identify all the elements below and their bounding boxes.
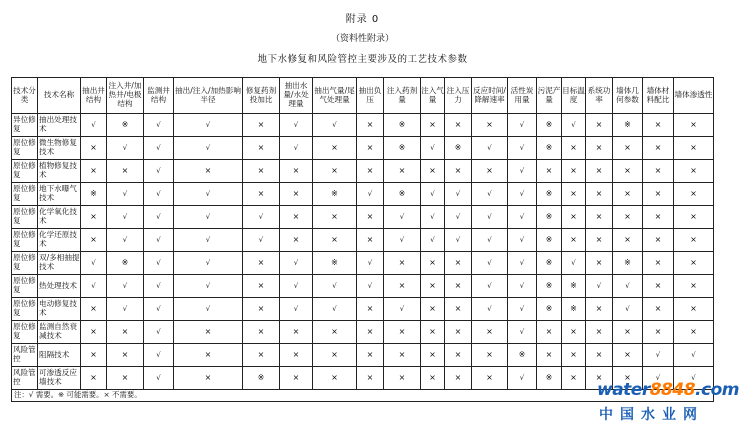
parameter-cell: × (107, 160, 144, 183)
appendix-title: 附录 0 (345, 14, 380, 25)
parameter-cell: × (357, 206, 384, 229)
parameter-cell: √ (107, 275, 144, 298)
tech-category-cell: 原位修复 (12, 137, 38, 160)
tech-name-cell: 抽出处理技术 (38, 114, 81, 137)
column-header: 反应时间/降解速率 (472, 78, 508, 114)
parameter-cell: √ (508, 206, 537, 229)
parameter-cell: × (243, 114, 280, 137)
parameter-cell: √ (174, 114, 243, 137)
parameter-cell: × (81, 344, 107, 367)
parameter-cell: √ (280, 114, 313, 137)
table-row (12, 252, 714, 275)
tech-category-cell: 原位修复 (12, 206, 38, 229)
parameter-cell: × (81, 229, 107, 252)
parameter-cell: ※ (384, 137, 421, 160)
column-header: 抽出负压 (357, 78, 384, 114)
parameter-cell: √ (357, 252, 384, 275)
column-header: 墙体渗透性 (674, 78, 714, 114)
parameter-cell: √ (472, 183, 508, 206)
parameter-cell: × (562, 344, 586, 367)
parameter-cell: × (445, 252, 472, 275)
parameter-cell: √ (144, 183, 174, 206)
parameter-cell: × (107, 367, 144, 390)
parameter-cell: × (107, 321, 144, 344)
column-header: 抽出气量/尾气处理量 (313, 78, 357, 114)
tech-name-cell: 热处理技术 (38, 275, 81, 298)
parameter-cell: ※ (537, 137, 562, 160)
table-row (12, 206, 714, 229)
parameter-cell: × (613, 344, 643, 367)
parameter-cell: √ (421, 206, 445, 229)
parameter-cell: × (384, 321, 421, 344)
parameter-cell: √ (144, 298, 174, 321)
tech-name-cell: 微生物修复技术 (38, 137, 81, 160)
table-row (12, 114, 714, 137)
parameter-cell: × (421, 367, 445, 390)
parameter-cell: × (472, 114, 508, 137)
parameter-cell: ※ (537, 275, 562, 298)
parameter-cell: √ (144, 137, 174, 160)
parameter-cell: × (586, 137, 613, 160)
parameter-cell: × (243, 252, 280, 275)
parameter-cell: × (421, 344, 445, 367)
parameter-cell: × (421, 114, 445, 137)
parameter-cell: × (81, 367, 107, 390)
column-header: 抽出/注入/加热影响半径 (174, 78, 243, 114)
parameter-cell: √ (445, 229, 472, 252)
appendix-subtitle: （资料性附录） (330, 34, 394, 44)
parameter-cell: √ (445, 206, 472, 229)
parameter-cell: × (107, 344, 144, 367)
parameter-cell: × (537, 160, 562, 183)
parameter-cell: √ (586, 275, 613, 298)
parameter-cell: √ (144, 160, 174, 183)
column-header: 技术分类 (12, 78, 38, 114)
parameter-cell: × (280, 367, 313, 390)
watermark-logo (597, 380, 739, 430)
tech-category-cell: 原位修复 (12, 229, 38, 252)
parameter-cell: × (421, 252, 445, 275)
parameter-cell: × (586, 229, 613, 252)
parameter-cell: √ (174, 183, 243, 206)
parameter-cell: × (81, 137, 107, 160)
table-title: 地下水修复和风险管控主要涉及的工艺技术参数 (257, 54, 468, 65)
parameter-cell: √ (508, 160, 537, 183)
tech-category-cell: 原位修复 (12, 321, 38, 344)
parameter-cell: √ (508, 183, 537, 206)
parameter-cell: × (613, 137, 643, 160)
parameter-cell: × (421, 298, 445, 321)
tech-category-cell: 原位修复 (12, 275, 38, 298)
parameter-cell: √ (174, 252, 243, 275)
parameter-cell: √ (144, 252, 174, 275)
parameter-cell: × (280, 321, 313, 344)
parameter-cell: √ (313, 114, 357, 137)
parameter-cell: × (586, 114, 613, 137)
parameter-cell: × (280, 229, 313, 252)
parameter-cell: √ (421, 137, 445, 160)
table-row (12, 298, 714, 321)
parameter-cell: × (421, 275, 445, 298)
parameter-cell: √ (174, 298, 243, 321)
parameter-cell: × (643, 229, 674, 252)
parameter-cell: √ (508, 229, 537, 252)
parameter-cell: √ (421, 229, 445, 252)
parameter-cell: × (613, 183, 643, 206)
parameter-cell: √ (472, 298, 508, 321)
parameter-cell: √ (243, 206, 280, 229)
parameter-cell: × (313, 160, 357, 183)
parameter-cell: × (562, 229, 586, 252)
parameter-cell: × (357, 367, 384, 390)
tech-name-cell: 监测自然衰减技术 (38, 321, 81, 344)
parameter-cell: × (81, 321, 107, 344)
tech-name-cell: 地下水曝气技术 (38, 183, 81, 206)
parameter-cell: √ (643, 367, 674, 390)
parameter-cell: × (586, 367, 613, 390)
parameter-cell: × (445, 344, 472, 367)
column-header: 污泥产量 (537, 78, 562, 114)
parameter-cell: × (613, 160, 643, 183)
tech-category-cell: 原位修复 (12, 183, 38, 206)
parameter-cell: × (357, 344, 384, 367)
parameter-cell: × (643, 183, 674, 206)
parameter-cell: × (643, 275, 674, 298)
parameter-cell: × (537, 321, 562, 344)
parameter-cell: × (586, 160, 613, 183)
parameter-cell: √ (144, 321, 174, 344)
table-note: 注：√ 需要。※ 可能需要。× 不需要。 (12, 390, 714, 402)
parameter-cell: √ (107, 229, 144, 252)
parameter-cell: × (445, 367, 472, 390)
parameter-cell: × (384, 275, 421, 298)
parameter-cell: √ (472, 275, 508, 298)
parameter-cell: √ (357, 183, 384, 206)
parameter-cell: × (243, 344, 280, 367)
parameter-cell: √ (384, 229, 421, 252)
parameter-cell: × (562, 183, 586, 206)
tech-category-cell: 原位修复 (12, 160, 38, 183)
parameter-cell: × (674, 229, 714, 252)
parameter-cell: × (243, 183, 280, 206)
parameter-cell: × (243, 298, 280, 321)
parameter-cell: ※ (384, 183, 421, 206)
parameter-cell: ※ (562, 298, 586, 321)
parameter-cell: × (562, 321, 586, 344)
parameter-cell: √ (508, 275, 537, 298)
parameter-cell: √ (174, 137, 243, 160)
parameter-cell: √ (508, 298, 537, 321)
parameter-cell: × (674, 321, 714, 344)
column-header: 注入气量 (421, 78, 445, 114)
parameter-cell: × (674, 183, 714, 206)
parameter-cell: × (357, 229, 384, 252)
column-header: 墙体材料配比 (643, 78, 674, 114)
parameter-cell: × (357, 114, 384, 137)
parameter-cell: × (445, 275, 472, 298)
parameter-cell: ※ (537, 252, 562, 275)
parameter-cell: × (472, 160, 508, 183)
column-header: 系统功率 (586, 78, 613, 114)
parameter-cell: √ (144, 229, 174, 252)
parameter-cell: × (313, 321, 357, 344)
tech-name-cell: 可渗透反应墙技术 (38, 367, 81, 390)
parameter-cell: ※ (313, 183, 357, 206)
parameter-cell: √ (613, 275, 643, 298)
parameter-cell: ※ (107, 114, 144, 137)
parameter-cell: × (445, 298, 472, 321)
parameter-cell: × (243, 275, 280, 298)
watermark-text-water: water (597, 380, 650, 400)
tech-name-cell: 植物修复技术 (38, 160, 81, 183)
parameter-cell: √ (508, 321, 537, 344)
parameter-cell: × (421, 321, 445, 344)
parameter-cell: ※ (562, 275, 586, 298)
parameter-cell: × (243, 321, 280, 344)
parameter-cell: √ (144, 344, 174, 367)
parameter-cell: × (357, 137, 384, 160)
parameter-cell: × (674, 114, 714, 137)
parameter-cell: × (280, 183, 313, 206)
parameter-cell: √ (81, 114, 107, 137)
parameter-cell: √ (472, 137, 508, 160)
parameter-cell: ※ (537, 206, 562, 229)
tech-category-cell: 原位修复 (12, 252, 38, 275)
parameter-cell: × (313, 206, 357, 229)
parameter-cell: × (562, 160, 586, 183)
parameter-cell: × (472, 344, 508, 367)
parameter-cell: × (472, 367, 508, 390)
tech-category-cell: 风险管控 (12, 344, 38, 367)
parameter-cell: × (357, 160, 384, 183)
parameter-cell: √ (472, 252, 508, 275)
parameter-cell: × (384, 160, 421, 183)
parameter-cell: √ (243, 229, 280, 252)
column-header: 注入压力 (445, 78, 472, 114)
parameter-cell: √ (313, 298, 357, 321)
parameter-cell: × (674, 206, 714, 229)
parameter-cell: × (674, 298, 714, 321)
parameter-cell: × (384, 367, 421, 390)
parameter-cell: ※ (384, 114, 421, 137)
parameter-cell: × (643, 114, 674, 137)
parameter-cell: √ (144, 206, 174, 229)
parameter-cell: √ (107, 137, 144, 160)
parameter-cell: √ (107, 298, 144, 321)
parameter-cell: × (81, 298, 107, 321)
parameter-cell: √ (174, 229, 243, 252)
parameter-cell: × (674, 275, 714, 298)
tech-category-cell: 原位修复 (12, 298, 38, 321)
parameter-cell: √ (508, 367, 537, 390)
parameter-cell: √ (81, 252, 107, 275)
parameter-cell: ※ (613, 114, 643, 137)
parameter-cell: √ (174, 275, 243, 298)
parameter-cell: × (280, 206, 313, 229)
parameter-cell: × (243, 137, 280, 160)
tech-category-cell: 风险管控 (12, 367, 38, 390)
parameter-cell: × (674, 252, 714, 275)
parameter-cell: × (280, 344, 313, 367)
watermark-text-8848: 8848 (649, 380, 696, 400)
parameter-cell: √ (674, 367, 714, 390)
parameter-cell: × (174, 367, 243, 390)
parameter-cell: × (643, 160, 674, 183)
parameter-cell: × (613, 321, 643, 344)
parameter-cell: × (643, 298, 674, 321)
parameter-cell: × (445, 321, 472, 344)
parameter-cell: √ (174, 206, 243, 229)
parameter-cell: × (586, 206, 613, 229)
parameter-cell: √ (674, 344, 714, 367)
parameter-cell: × (613, 229, 643, 252)
parameter-cell: √ (472, 206, 508, 229)
parameter-cell: ※ (313, 252, 357, 275)
parameter-cell: × (313, 344, 357, 367)
parameter-cell: ※ (508, 344, 537, 367)
parameter-cell: × (81, 160, 107, 183)
parameter-cell: × (562, 367, 586, 390)
parameter-cell: ※ (537, 298, 562, 321)
parameter-cell: √ (107, 183, 144, 206)
parameter-cell: × (384, 344, 421, 367)
tech-name-cell: 化学还原技术 (38, 229, 81, 252)
parameter-cell: × (243, 160, 280, 183)
parameter-cell: × (313, 367, 357, 390)
parameter-cell: √ (384, 298, 421, 321)
parameter-cell: × (313, 137, 357, 160)
parameter-cell: × (174, 344, 243, 367)
parameter-cell: ※ (81, 183, 107, 206)
tech-name-cell: 双/多相抽提技术 (38, 252, 81, 275)
parameter-cell: × (674, 160, 714, 183)
parameter-cell: √ (144, 367, 174, 390)
tech-category-cell: 异位修复 (12, 114, 38, 137)
parameter-cell: ※ (613, 252, 643, 275)
parameter-cell: √ (144, 275, 174, 298)
parameter-cell: √ (508, 252, 537, 275)
table-row (12, 321, 714, 344)
parameter-cell: × (586, 252, 613, 275)
table-header-row (12, 78, 714, 114)
parameter-cell: × (384, 252, 421, 275)
column-header: 目标温度 (562, 78, 586, 114)
parameter-cell: √ (81, 275, 107, 298)
parameter-cell: √ (562, 114, 586, 137)
watermark-text-com: .com (695, 380, 739, 400)
parameter-cell: × (643, 252, 674, 275)
parameter-cell: ※ (107, 252, 144, 275)
parameter-cell: √ (357, 275, 384, 298)
column-header: 抽出水量/水处理量 (280, 78, 313, 114)
parameter-cell: √ (508, 114, 537, 137)
parameter-cell: × (472, 321, 508, 344)
parameter-cell: × (313, 229, 357, 252)
parameter-cell: × (562, 137, 586, 160)
parameter-cell: × (445, 160, 472, 183)
parameter-cell: × (586, 344, 613, 367)
parameter-cell: × (357, 298, 384, 321)
parameter-cell: × (421, 160, 445, 183)
parameter-cell: × (280, 160, 313, 183)
parameter-cell: × (643, 137, 674, 160)
table-row (12, 344, 714, 367)
parameters-table (11, 77, 714, 402)
parameter-cell: √ (144, 114, 174, 137)
column-header: 监测井结构 (144, 78, 174, 114)
parameter-cell: × (81, 206, 107, 229)
parameter-cell: √ (643, 344, 674, 367)
parameter-cell: ※ (537, 229, 562, 252)
tech-name-cell: 阻隔技术 (38, 344, 81, 367)
parameter-cell: √ (508, 137, 537, 160)
parameter-cell: √ (107, 206, 144, 229)
parameter-cell: × (445, 114, 472, 137)
table-row (12, 137, 714, 160)
column-header: 注入药剂量 (384, 78, 421, 114)
parameter-cell: × (562, 206, 586, 229)
column-header: 墙体几何参数 (613, 78, 643, 114)
parameter-cell: ※ (537, 114, 562, 137)
column-header: 注入井/加热井/电极结构 (107, 78, 144, 114)
parameter-cell: × (174, 321, 243, 344)
parameter-cell: √ (280, 298, 313, 321)
column-header: 技术名称 (38, 78, 81, 114)
parameter-cell: ※ (243, 367, 280, 390)
column-header: 抽出井结构 (81, 78, 107, 114)
parameter-cell: ※ (537, 183, 562, 206)
parameter-cell: × (643, 206, 674, 229)
tech-name-cell: 电动修复技术 (38, 298, 81, 321)
parameter-cell: ※ (537, 367, 562, 390)
column-header: 修复药剂投加比 (243, 78, 280, 114)
parameter-cell: √ (384, 206, 421, 229)
parameter-cell: √ (280, 275, 313, 298)
parameter-cell: √ (313, 275, 357, 298)
parameter-cell: × (586, 298, 613, 321)
parameter-cell: √ (472, 229, 508, 252)
table-row (12, 183, 714, 206)
column-header: 活性炭用量 (508, 78, 537, 114)
table-row (12, 160, 714, 183)
parameter-cell: × (613, 206, 643, 229)
parameter-cell: × (613, 367, 643, 390)
parameter-cell: × (674, 137, 714, 160)
parameter-cell: × (357, 321, 384, 344)
watermark-text-cn: 中国水业网 (599, 407, 704, 423)
parameter-cell: √ (280, 137, 313, 160)
parameter-cell: √ (421, 183, 445, 206)
parameter-cell: × (174, 160, 243, 183)
parameter-cell: √ (562, 252, 586, 275)
parameter-cell: √ (445, 183, 472, 206)
parameter-cell: × (586, 321, 613, 344)
parameter-cell: × (586, 183, 613, 206)
parameter-cell: × (537, 344, 562, 367)
parameter-cell: √ (613, 298, 643, 321)
parameter-cell: ※ (445, 137, 472, 160)
table-row (12, 229, 714, 252)
table-row (12, 275, 714, 298)
tech-name-cell: 化学氧化技术 (38, 206, 81, 229)
parameter-cell: × (643, 321, 674, 344)
parameter-cell: √ (280, 252, 313, 275)
